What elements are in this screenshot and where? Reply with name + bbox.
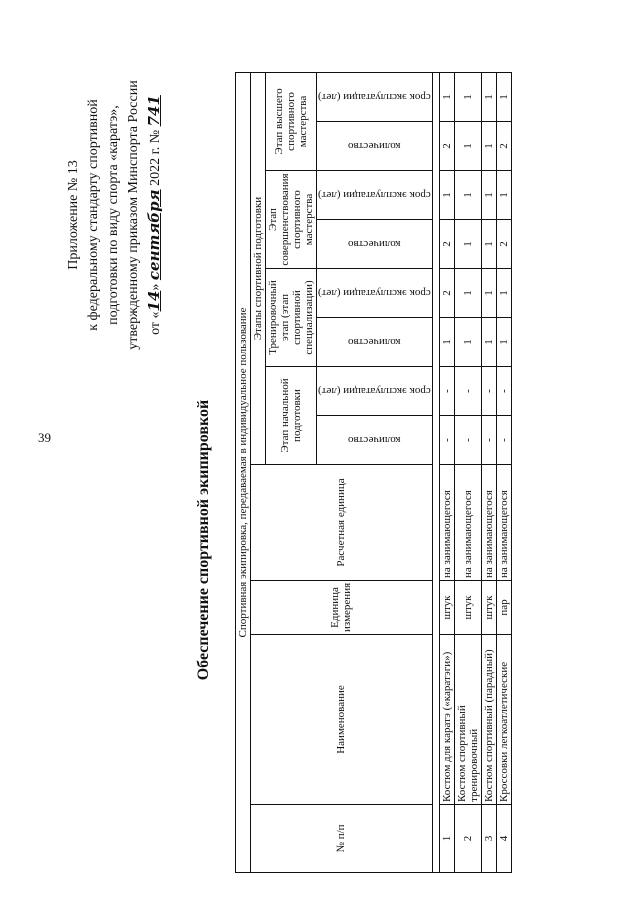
cell-value: - [439, 367, 454, 416]
table-row [481, 72, 496, 872]
stage-header: Этап начальной подготовки [266, 367, 317, 465]
cell-value: 2 [439, 122, 454, 171]
cell-value: - [454, 416, 481, 465]
order-number: 741 [145, 95, 163, 127]
cell-value: - [481, 416, 496, 465]
spacer-row [432, 72, 439, 872]
item-unit: штук [439, 581, 454, 635]
table-row [439, 72, 454, 872]
term-header [317, 171, 433, 220]
qty-label: количество [348, 140, 401, 152]
cell-value: 1 [496, 171, 511, 220]
equipment-table-wrapper [235, 73, 512, 873]
stage-header: Тренировочный этап (этап спортивной специализации) [266, 269, 317, 367]
term-label: срок эксплуатации (лет) [318, 385, 431, 397]
date-day: 14 [145, 290, 163, 312]
col-calc-header: Расчетная единица [251, 465, 433, 581]
term-label: срок эксплуатации (лет) [318, 287, 431, 299]
item-name: Костюм для каратэ («каратэги») [439, 635, 454, 805]
item-name: Костюм спортивный (парадный) [481, 635, 496, 805]
cell-value: 1 [439, 318, 454, 367]
col-unit-header: Единица измерения [251, 581, 433, 635]
cell-value: 1 [481, 171, 496, 220]
header-line: к федеральному стандарту спортивной [86, 99, 101, 331]
qty-header [317, 220, 433, 269]
item-name: Кроссовки легкоатлетические [496, 635, 511, 805]
cell-value: 1 [454, 318, 481, 367]
term-header [317, 367, 433, 416]
qty-header [317, 318, 433, 367]
column-index-row [432, 72, 439, 872]
stage-header: Этап высшего спортивного мастерства [266, 72, 317, 170]
cell-value: 1 [481, 72, 496, 121]
item-calc-unit: на занимающегося [454, 465, 481, 581]
cell-value: 1 [439, 171, 454, 220]
row-num: 4 [496, 805, 511, 873]
col-num-header: № п/п [251, 805, 433, 873]
header-line: утвержденному приказом Минспорта России [126, 80, 141, 350]
qty-header [317, 122, 433, 171]
table-caption: Спортивная экипировка, передаваемая в индивидуальное пользование [236, 72, 251, 872]
cell-value: - [481, 367, 496, 416]
page-number: 39 [38, 430, 51, 445]
date-year: 2022 г. № [148, 126, 163, 190]
cell-value: 2 [496, 220, 511, 269]
cell-value: 1 [454, 171, 481, 220]
appendix-header [64, 50, 166, 380]
cell-value: 1 [439, 72, 454, 121]
term-label: срок эксплуатации (лет) [318, 189, 431, 201]
stage-header: Этап совершенствования спортивного мастерства [266, 171, 317, 269]
cell-value: 1 [496, 318, 511, 367]
cell-value: 1 [496, 72, 511, 121]
stages-header: Этапы спортивной подготовки [251, 72, 266, 464]
row-num: 3 [481, 805, 496, 873]
item-unit: пар [496, 581, 511, 635]
cell-value: 1 [454, 122, 481, 171]
date-mid: » [148, 280, 163, 291]
qty-label: количество [348, 238, 401, 250]
item-calc-unit: на занимающегося [496, 465, 511, 581]
equipment-table [235, 72, 512, 873]
qty-header [317, 416, 433, 465]
header-line: подготовки по виду спорта «каратэ», [106, 105, 121, 325]
item-unit: штук [454, 581, 481, 635]
cell-value: - [439, 416, 454, 465]
term-label: срок эксплуатации (лет) [318, 91, 431, 103]
cell-value: - [496, 367, 511, 416]
cell-value: 1 [481, 122, 496, 171]
cell-value: 1 [481, 318, 496, 367]
row-num: 2 [454, 805, 481, 873]
header-row [251, 72, 266, 872]
cell-value: 1 [454, 269, 481, 318]
appendix-number: Приложение № 13 [66, 160, 81, 270]
item-calc-unit: на занимающегося [439, 465, 454, 581]
col-name-header: Наименование [251, 635, 433, 805]
cell-value: 2 [439, 220, 454, 269]
date-month: сентября [145, 189, 163, 281]
qty-label: количество [348, 434, 401, 446]
cell-value: 1 [481, 220, 496, 269]
table-row [454, 72, 481, 872]
table-caption-row [236, 72, 251, 872]
item-name: Костюм спортивный тренировочный [454, 635, 481, 805]
term-header [317, 72, 433, 121]
item-unit: штук [481, 581, 496, 635]
cell-value: 1 [496, 269, 511, 318]
cell-value: 2 [496, 122, 511, 171]
cell-value: - [496, 416, 511, 465]
qty-label: количество [348, 336, 401, 348]
order-date-line [144, 50, 166, 380]
cell-value: 1 [454, 220, 481, 269]
term-header [317, 269, 433, 318]
cell-value: 1 [454, 72, 481, 121]
cell-value: - [454, 367, 481, 416]
section-title: Обеспечение спортивной экипировкой [195, 399, 212, 681]
cell-value: 1 [481, 269, 496, 318]
table-row [496, 72, 511, 872]
cell-value: 2 [439, 269, 454, 318]
row-num: 1 [439, 805, 454, 873]
item-calc-unit: на занимающегося [481, 465, 496, 581]
date-prefix: от « [148, 311, 163, 335]
